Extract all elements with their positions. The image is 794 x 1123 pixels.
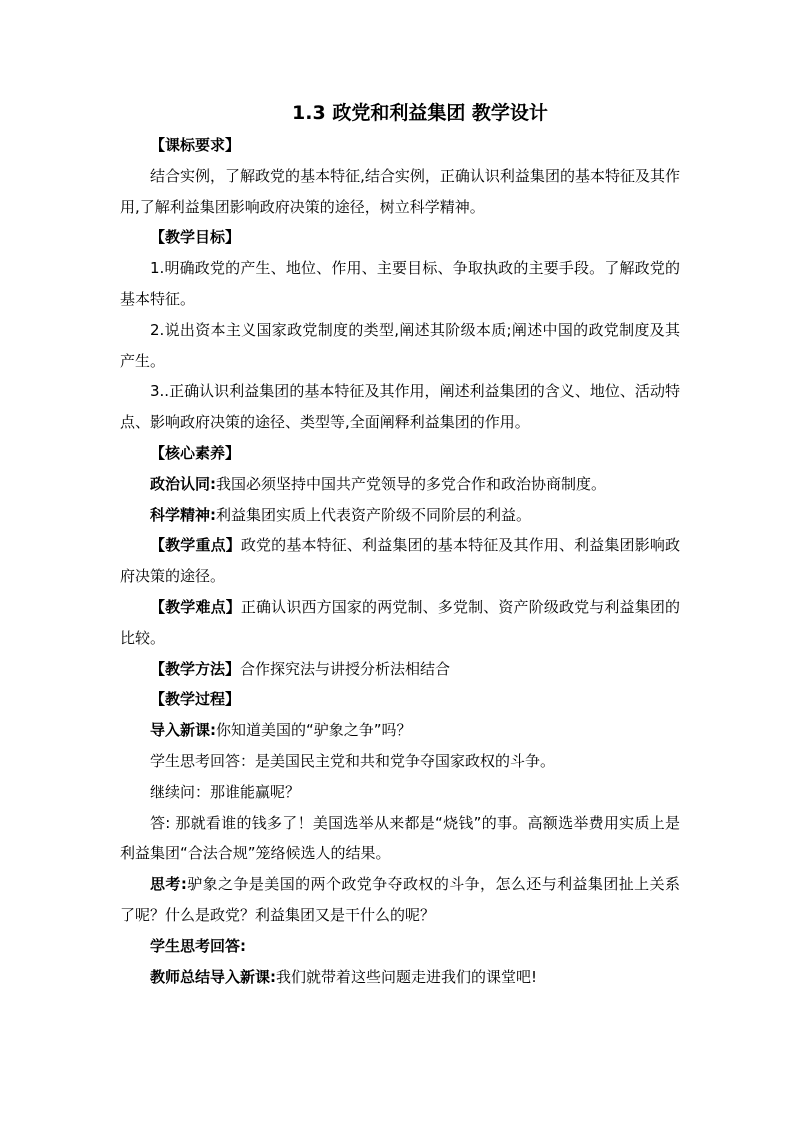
paragraph-kebiao: 结合实例，了解政党的基本特征,结合实例，正确认识利益集团的基本特征及其作用,了解利益集团影响政府决策的途径，树立科学精神。: [120, 166, 680, 216]
fangfa-label: 【教学方法】: [150, 659, 241, 678]
paragraph-zhongdian: [120, 530, 680, 592]
paragraph-student-answer: 学生思考回答：是美国民主党和共和党争夺国家政权的斗争。: [150, 751, 556, 770]
section-heading-mubiao: 【教学目标】: [150, 228, 241, 247]
suyang-2-text: 利益集团实质上代表资产阶级不同阶层的利益。: [216, 505, 532, 524]
paragraph-fangfa: [120, 654, 680, 685]
paragraph-sikao: [120, 869, 680, 931]
xuesheng-label: 学生思考回答:: [150, 936, 246, 955]
suyang-2-label: 科学精神:: [150, 505, 216, 524]
suyang-1-label: 政治认同:: [150, 474, 216, 493]
daoru-label: 导入新课:: [150, 721, 216, 740]
zhongdian-label: 【教学重点】: [150, 536, 241, 555]
zhongdian-text: 政党的基本特征、利益集团的基本特征及其作用、利益集团影响政府决策的途径。: [120, 536, 680, 586]
fangfa-text: 合作探究法与讲授分析法相结合: [240, 659, 451, 678]
section-heading-kebiao: 【课标要求】: [150, 136, 241, 154]
paragraph-answer: 答: 那就看谁的钱多了！美国选举从来都是“烧钱”的事。高额选举费用实质上是利益集团“合法合规”笼络候选人的结果。: [120, 813, 680, 863]
paragraph-mubiao-2: 2.说出资本主义国家政党制度的类型,阐述其阶级本质;阐述中国的政党制度及其产生。: [120, 320, 680, 370]
paragraph-follow-up: 继续问：那谁能赢呢？: [150, 782, 301, 801]
section-heading-guocheng: 【教学过程】: [150, 690, 241, 709]
jiaoshi-text: 我们就带着这些问题走进我们的课堂吧!: [276, 967, 538, 986]
paragraph-suyang-2: [120, 500, 680, 531]
document-page: [120, 98, 680, 992]
sikao-label: 思考:: [150, 875, 187, 894]
paragraph-xuesheng: [120, 931, 680, 962]
paragraph-mubiao-1: 1.明确政党的产生、地位、作用、主要目标、争取执政的主要手段。了解政党的基本特征。: [120, 259, 680, 308]
paragraph-mubiao-3: 3..正确认识利益集团的基本特征及其作用，阐述利益集团的含义、地位、活动特点、影响政府决策的途径、类型等,全面阐释利益集团的作用。: [120, 382, 680, 432]
daoru-text: 你知道美国的“驴象之争”吗？: [216, 721, 412, 740]
page-title: 1.3 政党和利益集团 教学设计: [292, 102, 548, 124]
paragraph-daoru: [120, 715, 680, 746]
jiaoshi-label: 教师总结导入新课:: [150, 967, 276, 986]
paragraph-jiaoshi: [120, 962, 680, 993]
nandian-text: 正确认识西方国家的两党制、多党制、资产阶级政党与利益集团的比较。: [120, 597, 680, 647]
nandian-label: 【教学难点】: [150, 597, 241, 616]
section-heading-suyang: 【核心素养】: [150, 443, 241, 462]
sikao-text: 驴象之争是美国的两个政党争夺政权的斗争，怎么还与利益集团扯上关系了呢？什么是政党？利益集团又是干什么的呢？: [120, 875, 680, 924]
paragraph-suyang-1: [120, 469, 680, 500]
paragraph-nandian: [120, 592, 680, 654]
suyang-1-text: 我国必须坚持中国共产党领导的多党合作和政治协商制度。: [216, 474, 607, 493]
